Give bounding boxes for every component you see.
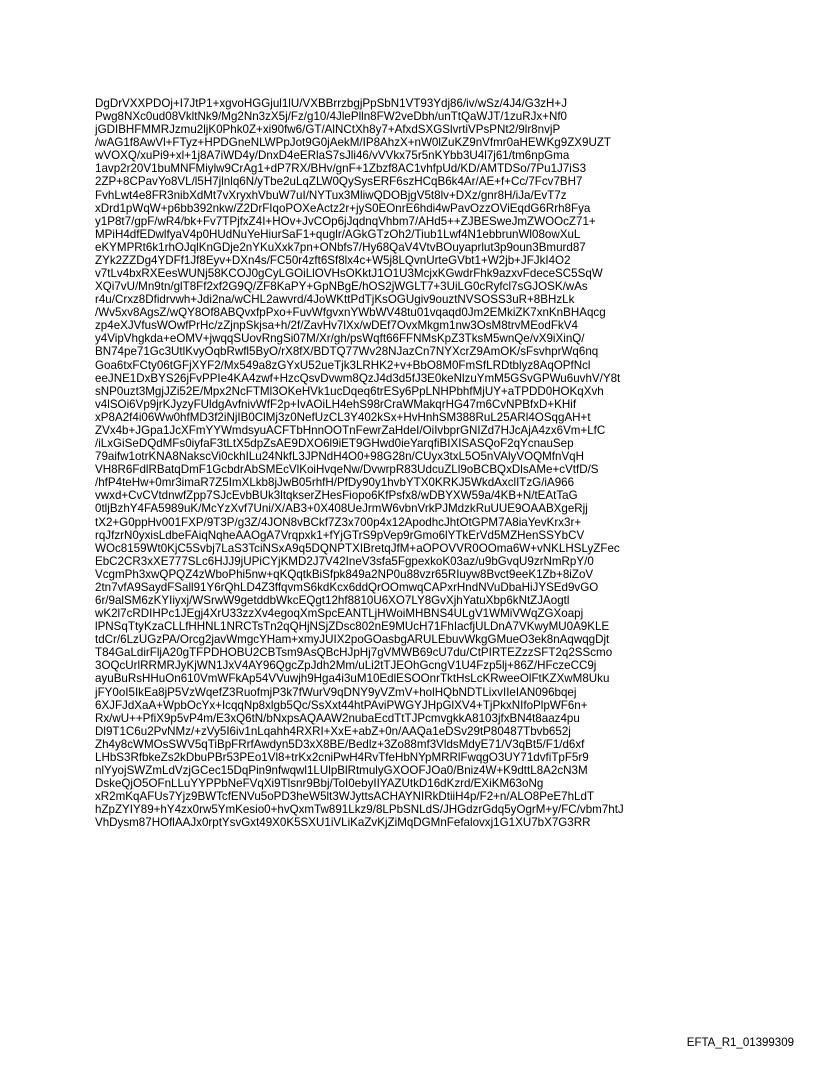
encoded-text-block: DgDrVXXPDOj+I7JtP1+xgvoHGGjul1lU/VXBBrrzbgjPpSbN1VT93Ydj86/iv/wSz/4J4/G3zH+J Pwg8NXc0ud08VkltNk9/Mg2Nn3zX5j/Fz/g10/4JlePlln8FW2veDbh/unTtQaWJT/1zuRJx+Nf0 jGDIBHFMMRJzmu2ljK0Phk0Z+xi90fw6/GT/AlNCtXh8y7+AfxdSXGSlvrtiVPsPNt2/9lr8nvjP /wAG1f8AwVl+FTyz+HPDGneNLWPpJot9G0jAekM/IP8AhzX+nW0lZuKZ9nVfmr0aHEWKg9ZX9UZT wVOXQ/xuPi9+xl+1j8A7iWD4y/DnxD4eERlaS7sJli46/vVVkx75r5nKYbb3U4l7j61/tm6npGma 1avp2r20V1buMNFMiylw9CrAg1+dP7RX/BHv/gnF+1Zbzf8AC1vhfpUd/KD/AMTDSo/7Pu1J7iS3 2ZP+8CPavYo8VL/l5H7jlnlq6N/yTbe2uLqZLW0QySysERF6szHCqB6k4Ar/AE+f+Cc/7Fcv7BH7 FvhLwt4e8FR3nibXdMt7vXryxhVbuW7uI/NYTux3MliwQDOBjgV5t8lv+DXz/gnr8H/iJa/EvT7z xDrd1pWqW+p6bb392nkw/Z2DrFIqoPOXeActz2r+jyS0EOnrE6hdi4wPavOzzOViEqdG6Rrh8Fya y1P8t7/gpF/wR4/bk+Fv7TPjfxZ4I+HOv+JvCOp6jJqdnqVhbm7/AHd5++ZJBESweJmZWOOcZ71+ MPiH4dfEDwlfyaV4p0HUdNuYeHiurSaF1+quglr/AGkGTzOh2/Tiub1Lwf4N1ebbrunWl08owXuL eKYMPRt6k1rhOJqlKnGDje2nYKuXxk7pn+ONbfs7/Hy68QaV4VtvBOuyaprlut3p9oun3Bmurd87 ZYk2ZZDg4YDFf1Jf8Eyv+DXn4s/FC50r4zft6Sf8lx4c+W5j8LQvnUrteGVbt1+W2jb+JFJkI4O2 v7tLv4bxRXEesWUNj58KCOJ0gCyLGOiLlOVHsOKktJ1O1U3McjxKGwdrFhk9azxvFdeceSC5SqW XQi7vU/Mn9tn/glT8Ff2xf2G9Q/ZF8KaPY+GpNBgE/hOS2jWGLT7+3UiLG0cRyfcl7sGJOSK/wAs r4u/Crxz8Dfidrvwh+Jdi2na/wCHL2awvrd/4JoWKttPdTjKsOGUgiv9ouztNVSOSS3uR+8BHzLk /Wv5xv8AgsZ/wQY8Of8ABQvxfpPxo+FuvWfgvxnYWbWV48tu01vqaqd0Jm2EMkiZK7xnKnBHAqcg zp4eXJVfusWOwfPrHc/zZjnpSkjsa+h/2f/ZavHv7lXx/wDEf7OvxMkgm1nw3OsM8trvMEodFkV4 y4VipVhgkda+eOMV+jwqqSUovRngSi07M/Xr/gh/psWqft66FFNMsKpZ3TksM5wnQe/vX9iXinQ/ BN74pe71Gc3UtlKvyOqbRwfl5ByO/rX8fX/BDTQ77Wv28NJazCn7NYXcrZ9AmOK/sFsvhprWq6nq Goa6txFCty06tGFjXYF2/Mx549a8zGYxU52ueTjk3LRHK2+v+BbO8M0FmSfLRDtblyz8AqOPfNcl eeJNE1DxBYS26jFvPPIe4KA4zwf+HzcQsvDvwm8QzJ4d3d5fJ3E0keNlzuYmM5GSvGPWu6uvhV/Y8t sNP0uzt3MgjJZi52E/Mpx2NcFTMl3OKeHVk1ucDqeq6trESy6PpLNHPbhfMjUY+aTPDD0HOKqXvh v4lSOi6Vp9jrKJyzyFUldgAvfnivWfF2p+IvAOiLH4ehS98rCraWMakqrHG47m6CvNPBfxD+KHif xP8A2f4i06Ww0hfMD3f2iNjIB0ClMj3z0NefUzCL3Y402kSx+HvHnhSM388RuL25ARl4OSqgAH+t ZVx4b+JGpa1JcXFmYYWmdsyuACFTbHnnOOTnFewrZaHdeI/OiIvbprGNIZd7HJcAjA4zx6Vm+LfC /iLxGiSeDQdMFs0iyfaF3tLtX5dpZsAE9DXO6l9iET9GHwd0ieYarqfiBIXISASQoF2qYcnauSep 79aifw1otrKNA8NakscVi0ckhILu24NkfL3JPNdH4O0+98G28n/CUyx3txL5O5nVAlyVOQMfnVqH VH8R6FdlRBatqDmF1GcbdrAbSMEcVlKoiHvqeNw/DvwrpR83UdcuZLl9oBCBQxDlsAMe+cVtfD/S /hfP4teHw+0mr3imaR7Z5ImXLkb8jJwB05rhfH/PfDy90y1hvbYTX0KRKJ5WkdAxclITzG/iA966 vwxd+CvCVtdnwfZpp7SJcEvbBUk3ltqkserZHesFiopo6KfPsfx8/wDBYXW59a/4KB+N/tEAtTaG 0tljBzhY4FA5989uK/McYzXvf7Uni/X/AB3+0X408UeJrmW6vbnVrkPJMdzkRuUUE9OAABXgeRjj tX2+G0ppHv001FXP/9T3P/g3Z/4JON8vBCkf7Z3x700p4x12ApodhcJhtOtGPM7A8iaYevKrx3r+ rqJfzrN0yxisLdbeFAiqNqheAAOgA7Vrqpxk1+fYjGTrS9pVep9rGmo6lYTkErVd5MZHenSSYbCV WOc8159Wt0KjC5Svbj7LaS3TciNSxA9q5DQNPTXIBretqJfM+aOPOVVR0OOma6W+vNKLHSLyZFec EbC2CR3xXE777SLc6HJJ9jUPiCYjKMD2J7V42IneV3sfa5FgpexkoK03az/u9bGvqU9zrNmRpY/0 VcgmPh3xwQPQZ4zWboPhi5nw+qKQqtkBiSfpk849a2NP0u88vzr65RIuyw8Bvct9eeK1Zb+8iZoV 2tn7vfA9SaydFSall91Y6rQhLD4Z3ffqvmS6kdKcx6ddQrOOmwqCAPxrHndNVuDbaHiJYSEd9vGO 6r/9alSM6zKYIiyxj/WSrwW9getddbWkcEQgt12hf8810U6XO7LY8GvXjhYatuXbp6kNtZJAogtl wK2l7cRDIHPc1JEgj4XrU33zzXv4egoqXmSpcEANTLjHWoiMHBNS4ULgV1WMiVWqZGXoapj lPNSqTtyKzaCLLfHHNL1NRCTsTn2qQHjNSjZDsc802nE9MUcH71FhIacfjULDnA7VKwyMU0A9KLE tdCr/6LzUGzPA/Orcg2javWmgcYHam+xmyJUIX2poGOasbgARULEbuvWkgGMueO3ek8nAqwqgDjt T84GaLdirFljA20gTFPDHOBU2CBTsm9AsQBcHJpHj7gVMWB69cU7du/CtPIRTEZzzSFT2q2SScmo 3OQcUrlRRMRJyKjWN1JxV4AY96QgcZpJdh2Mm/uLi2tTJEOhGcngV1U4Fzp5lj+86Z/HFczeCC9j ayuBuRsHHuOn610VmWFkAp54VVuwjh9Hga4i3uM10EdlESOOnrTktHsLcKRweeOlFtKZXwM8Uku jFY0oI5IkEa8jP5VzWqefZ3RuofmjP3k7fWurV9qDNY9yVZmV+holHQbNDTLixvIIeIAN096bqej 6XJFJdXaA+WpbOcYx+IcqqNp8xlgb5Qc/SsXxt44htPAviPWGYJHpGlXV4+TjPkxNIfoPlpWF6n+ Rx/wU++PfiX9p5vP4m/E3xQ6tN/bNxpsAQAAW2nubaEcdTtTJPcmvgkkA8103jfxBN4t8aaz4pu Dl9T1C6u2PvNMz/+zVy5I6iv1nLqahh4RXRI+XxE+abZ+0n/AAQa1eDSv29tP80487Tbvb652j Zh4y8cWMOsSWV5qTiBpFRrfAwdyn5D3xX8BE/Bedlz+3Zo88mf3VldsMdyE71/V3qBt5/F1/d6xf LHbS3RfbkeZs2kDbuPBr53PEo1Vl8+trKx2cniPwH4RvTfeHbNYpMRRlFwqgO3UY71dvfiTpF5r9 nlYyojSWZmLdVzjGCec15DqPin9nfwqwl1LUlpBlRtmulyGXOOFJOa0/Bniz4W+K9dttL8A2cN3M DskeQjO5OFnLLuYYPPbNeFVqXi9Tlsnr9Bbj/ToI0ebyIIYAZUtkD16dKzrd/EXiKM63oNg xR2mKqAFUs7Yjz9BWTcfENVu5oPD3heW5lt3WJyttsACHAYNIRkDtiiH4p/F2+n/ALO8PeE7hLdT hZpZYIY89+hY4zx0rw5YmKesio0+hvQxmTw891Lkz9/8LPbSNLdS/JHGdzrGdq5yOgrM+y/FC/vbm7htJ VhDysm87HOflAAJx0rptYsvGxt49X0K5SXU1iVLiKaZvKjZiMqDGMnFefalovxj1G1XU7bX7G3RR xyxy=(95,97,624,830)
document-id-label: EFTA_R1_01399309 xyxy=(686,1037,794,1049)
